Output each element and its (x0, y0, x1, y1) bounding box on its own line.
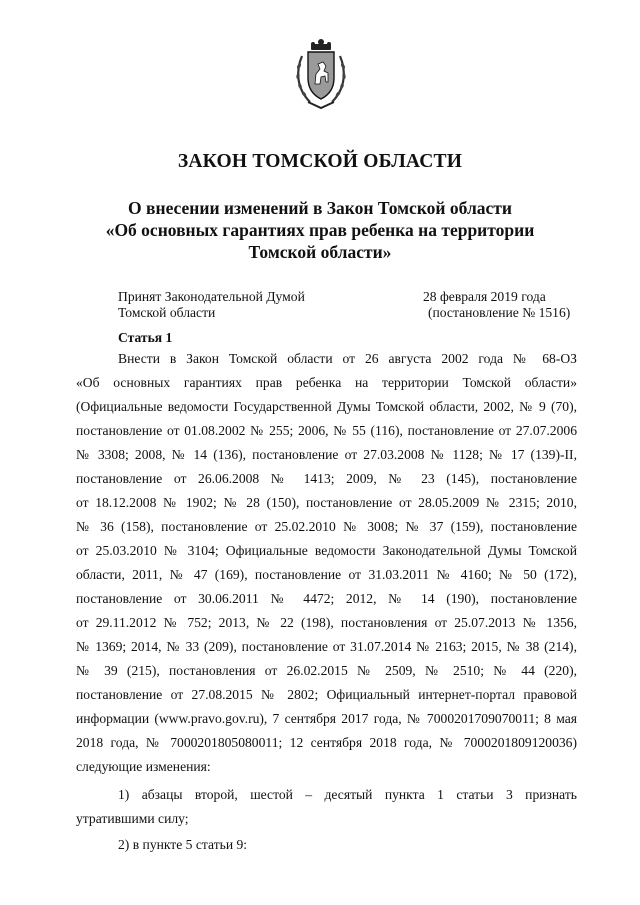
body-line: следующие изменения: (76, 759, 211, 774)
body-line: постановление от 30.06.2011 № 4472; 2012, № 14 (190), постановление (76, 591, 577, 606)
adopted-by: Принят Законодательной Думой (118, 289, 305, 304)
body-line: № 39 (215), постановления от 26.02.2015 № 2509, № 2510; № 44 (220), (76, 663, 577, 678)
body-line: «Об основных гарантиях прав ребенка на территории Томской области» (76, 375, 577, 390)
body-line: от 25.03.2010 № 3104; Официальные ведомости Законодательной Думы Томской (76, 543, 577, 558)
adoption-date: 28 февраля 2019 года (423, 289, 546, 304)
body-line: информации (www.pravo.gov.ru), 7 сентября 2017 года, № 7000201709070011; 8 мая (76, 711, 577, 726)
body-line: № 1369; 2014, № 33 (209), постановление от 31.07.2014 № 2163; 2015, № 38 (214), (76, 639, 577, 654)
resolution-number: (постановление № 1516) (428, 305, 571, 320)
subtitle-line: «Об основных гарантиях прав ребенка на территории (105, 220, 535, 240)
article-heading: Статья 1 (118, 330, 173, 345)
subtitle-line: Томской области» (248, 242, 392, 262)
body-line: (Официальные ведомости Государственной Думы Томской области, 2002, № 9 (70), (76, 399, 577, 414)
item-1-line: 1) абзацы второй, шестой – десятый пункта 1 статьи 3 признать (118, 787, 577, 802)
subtitle-line: О внесении изменений в Закон Томской области (128, 198, 512, 218)
body-line: от 29.11.2012 № 752; 2013, № 22 (198), постановления от 25.07.2013 № 1356, (76, 615, 577, 630)
item-1-line: утратившими силу; (76, 811, 189, 826)
body-line: от 18.12.2008 № 1902; № 28 (150), постановление от 28.05.2009 № 2315; 2010, (76, 495, 577, 510)
body-line: постановление от 27.08.2015 № 2802; Официальный интернет-портал правовой (76, 687, 577, 702)
law-title: ЗАКОН ТОМСКОЙ ОБЛАСТИ (177, 151, 463, 172)
body-line: № 36 (158), постановление от 25.02.2010 № 3008; № 37 (159), постановление (76, 519, 577, 534)
adopted-by: Томской области (118, 305, 216, 320)
ribbon (308, 102, 334, 108)
body-line: постановление от 26.06.2008 № 1413; 2009, № 23 (145), постановление (76, 471, 577, 486)
body-line: Внести в Закон Томской области от 26 августа 2002 года № 68-ОЗ (118, 351, 577, 366)
body-line: № 3308; 2008, № 14 (136), постановление от 27.03.2008 № 1128; № 17 (139)-II, (76, 447, 577, 462)
body-line: области, 2011, № 47 (169), постановление от 31.03.2011 № 4160; № 50 (172), (76, 567, 577, 582)
body-line: постановление от 01.08.2002 № 255; 2006, № 55 (116), постановление от 27.07.2006 (76, 423, 577, 438)
body-line: 2018 года, № 7000201805080011; 12 сентября 2018 года, № 7000201809120036) (76, 735, 577, 750)
item-2-line: 2) в пункте 5 статьи 9: (118, 837, 248, 852)
coat-of-arms-emblem (294, 38, 348, 112)
crown-icon (311, 39, 331, 50)
